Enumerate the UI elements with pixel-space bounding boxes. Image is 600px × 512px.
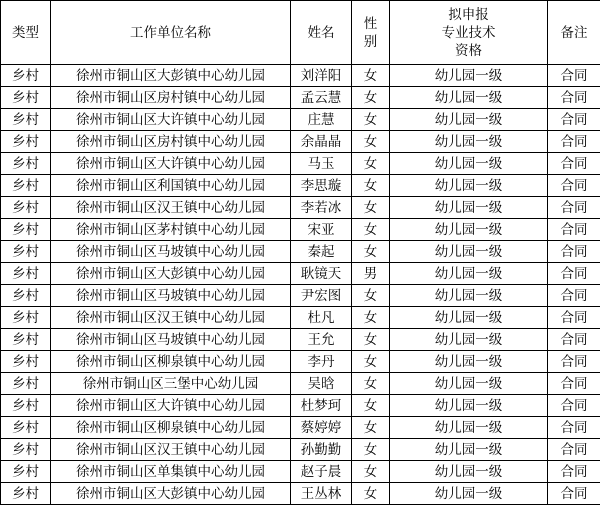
header-row [1, 1, 600, 65]
table-row [1, 483, 600, 505]
cell-gender: 女 [352, 373, 390, 395]
cell-remark: 合同 [548, 197, 600, 219]
cell-gender: 女 [352, 285, 390, 307]
table-row [1, 395, 600, 417]
cell-qualification: 幼儿园一级 [390, 461, 548, 483]
cell-remark: 合同 [548, 461, 600, 483]
cell-gender: 女 [352, 109, 390, 131]
cell-unit: 徐州市铜山区马坡镇中心幼儿园 [51, 241, 291, 263]
cell-type: 乡村 [1, 307, 51, 329]
cell-name: 杜梦珂 [291, 395, 352, 417]
cell-type: 乡村 [1, 263, 51, 285]
table-body [1, 65, 600, 505]
cell-gender: 女 [352, 197, 390, 219]
cell-qualification: 幼儿园一级 [390, 395, 548, 417]
cell-remark: 合同 [548, 65, 600, 87]
cell-qualification: 幼儿园一级 [390, 109, 548, 131]
cell-gender: 女 [352, 461, 390, 483]
cell-name: 余晶晶 [291, 131, 352, 153]
cell-unit: 徐州市铜山区汉王镇中心幼儿园 [51, 307, 291, 329]
cell-type: 乡村 [1, 395, 51, 417]
cell-name: 王允 [291, 329, 352, 351]
cell-remark: 合同 [548, 131, 600, 153]
cell-unit: 徐州市铜山区大许镇中心幼儿园 [51, 109, 291, 131]
cell-remark: 合同 [548, 329, 600, 351]
cell-type: 乡村 [1, 65, 51, 87]
cell-type: 乡村 [1, 483, 51, 505]
header-qualification [390, 1, 548, 65]
cell-unit: 徐州市铜山区马坡镇中心幼儿园 [51, 329, 291, 351]
cell-unit: 徐州市铜山区三堡中心幼儿园 [51, 373, 291, 395]
header-type: 类型 [1, 1, 51, 65]
cell-qualification: 幼儿园一级 [390, 241, 548, 263]
cell-remark: 合同 [548, 87, 600, 109]
cell-type: 乡村 [1, 131, 51, 153]
table-row [1, 417, 600, 439]
cell-qualification: 幼儿园一级 [390, 197, 548, 219]
cell-remark: 合同 [548, 395, 600, 417]
header-qualification-line: 拟申报 [448, 6, 489, 23]
cell-remark: 合同 [548, 109, 600, 131]
cell-unit: 徐州市铜山区大彭镇中心幼儿园 [51, 65, 291, 87]
cell-gender: 男 [352, 263, 390, 285]
table-row [1, 329, 600, 351]
cell-type: 乡村 [1, 351, 51, 373]
table-row [1, 241, 600, 263]
table-row [1, 87, 600, 109]
cell-name: 吴晗 [291, 373, 352, 395]
table-row [1, 373, 600, 395]
cell-gender: 女 [352, 153, 390, 175]
cell-type: 乡村 [1, 329, 51, 351]
cell-qualification: 幼儿园一级 [390, 329, 548, 351]
cell-name: 李丹 [291, 351, 352, 373]
cell-gender: 女 [352, 175, 390, 197]
cell-type: 乡村 [1, 439, 51, 461]
cell-unit: 徐州市铜山区茅村镇中心幼儿园 [51, 219, 291, 241]
header-name: 姓名 [291, 1, 352, 65]
cell-type: 乡村 [1, 175, 51, 197]
cell-unit: 徐州市铜山区单集镇中心幼儿园 [51, 461, 291, 483]
cell-type: 乡村 [1, 109, 51, 131]
cell-unit: 徐州市铜山区汉王镇中心幼儿园 [51, 439, 291, 461]
cell-type: 乡村 [1, 285, 51, 307]
table-row [1, 461, 600, 483]
cell-remark: 合同 [548, 219, 600, 241]
cell-qualification: 幼儿园一级 [390, 373, 548, 395]
cell-qualification: 幼儿园一级 [390, 87, 548, 109]
cell-gender: 女 [352, 351, 390, 373]
cell-qualification: 幼儿园一级 [390, 351, 548, 373]
cell-unit: 徐州市铜山区大许镇中心幼儿园 [51, 153, 291, 175]
cell-name: 蔡婷婷 [291, 417, 352, 439]
header-gender-line: 性 [363, 15, 378, 32]
cell-qualification: 幼儿园一级 [390, 439, 548, 461]
cell-qualification: 幼儿园一级 [390, 417, 548, 439]
cell-gender: 女 [352, 65, 390, 87]
header-unit: 工作单位名称 [51, 1, 291, 65]
cell-unit: 徐州市铜山区大彭镇中心幼儿园 [51, 483, 291, 505]
cell-name: 赵子晨 [291, 461, 352, 483]
header-qualification-line: 专业技术 [441, 24, 496, 41]
table-row [1, 351, 600, 373]
cell-unit: 徐州市铜山区房村镇中心幼儿园 [51, 87, 291, 109]
cell-name: 尹宏图 [291, 285, 352, 307]
cell-qualification: 幼儿园一级 [390, 175, 548, 197]
header-gender [352, 1, 390, 65]
cell-gender: 女 [352, 395, 390, 417]
cell-remark: 合同 [548, 417, 600, 439]
cell-remark: 合同 [548, 483, 600, 505]
cell-gender: 女 [352, 329, 390, 351]
cell-type: 乡村 [1, 461, 51, 483]
cell-remark: 合同 [548, 263, 600, 285]
cell-remark: 合同 [548, 285, 600, 307]
cell-qualification: 幼儿园一级 [390, 263, 548, 285]
cell-name: 刘洋阳 [291, 65, 352, 87]
cell-unit: 徐州市铜山区房村镇中心幼儿园 [51, 131, 291, 153]
cell-gender: 女 [352, 307, 390, 329]
cell-name: 孙勤勤 [291, 439, 352, 461]
table-row [1, 131, 600, 153]
cell-unit: 徐州市铜山区利国镇中心幼儿园 [51, 175, 291, 197]
cell-name: 孟云慧 [291, 87, 352, 109]
cell-name: 王丛林 [291, 483, 352, 505]
cell-gender: 女 [352, 241, 390, 263]
table-row [1, 307, 600, 329]
cell-type: 乡村 [1, 87, 51, 109]
cell-type: 乡村 [1, 241, 51, 263]
header-qualification-line: 资格 [455, 42, 482, 59]
table-row [1, 175, 600, 197]
table-row [1, 153, 600, 175]
table-row [1, 65, 600, 87]
cell-name: 李思璇 [291, 175, 352, 197]
cell-type: 乡村 [1, 373, 51, 395]
cell-unit: 徐州市铜山区柳泉镇中心幼儿园 [51, 417, 291, 439]
cell-name: 庄慧 [291, 109, 352, 131]
cell-qualification: 幼儿园一级 [390, 307, 548, 329]
table-row [1, 285, 600, 307]
cell-name: 杜凡 [291, 307, 352, 329]
cell-name: 宋亚 [291, 219, 352, 241]
cell-remark: 合同 [548, 439, 600, 461]
cell-name: 耿镜天 [291, 263, 352, 285]
header-remark: 备注 [548, 1, 600, 65]
cell-remark: 合同 [548, 307, 600, 329]
cell-qualification: 幼儿园一级 [390, 219, 548, 241]
cell-gender: 女 [352, 439, 390, 461]
cell-unit: 徐州市铜山区大彭镇中心幼儿园 [51, 263, 291, 285]
cell-qualification: 幼儿园一级 [390, 285, 548, 307]
cell-qualification: 幼儿园一级 [390, 65, 548, 87]
cell-gender: 女 [352, 219, 390, 241]
cell-remark: 合同 [548, 373, 600, 395]
table-row [1, 263, 600, 285]
table-row [1, 219, 600, 241]
cell-unit: 徐州市铜山区马坡镇中心幼儿园 [51, 285, 291, 307]
cell-name: 秦起 [291, 241, 352, 263]
cell-qualification: 幼儿园一级 [390, 483, 548, 505]
cell-unit: 徐州市铜山区汉王镇中心幼儿园 [51, 197, 291, 219]
cell-gender: 女 [352, 417, 390, 439]
cell-type: 乡村 [1, 417, 51, 439]
cell-name: 马玉 [291, 153, 352, 175]
table-row [1, 197, 600, 219]
cell-gender: 女 [352, 87, 390, 109]
cell-remark: 合同 [548, 351, 600, 373]
table-row [1, 109, 600, 131]
cell-gender: 女 [352, 131, 390, 153]
cell-type: 乡村 [1, 197, 51, 219]
cell-qualification: 幼儿园一级 [390, 131, 548, 153]
cell-name: 李若冰 [291, 197, 352, 219]
cell-gender: 女 [352, 483, 390, 505]
cell-type: 乡村 [1, 153, 51, 175]
header-gender-line: 别 [363, 33, 378, 50]
cell-unit: 徐州市铜山区柳泉镇中心幼儿园 [51, 351, 291, 373]
cell-remark: 合同 [548, 175, 600, 197]
cell-remark: 合同 [548, 153, 600, 175]
table-row [1, 439, 600, 461]
cell-unit: 徐州市铜山区大许镇中心幼儿园 [51, 395, 291, 417]
cell-type: 乡村 [1, 219, 51, 241]
cell-remark: 合同 [548, 241, 600, 263]
cell-qualification: 幼儿园一级 [390, 153, 548, 175]
